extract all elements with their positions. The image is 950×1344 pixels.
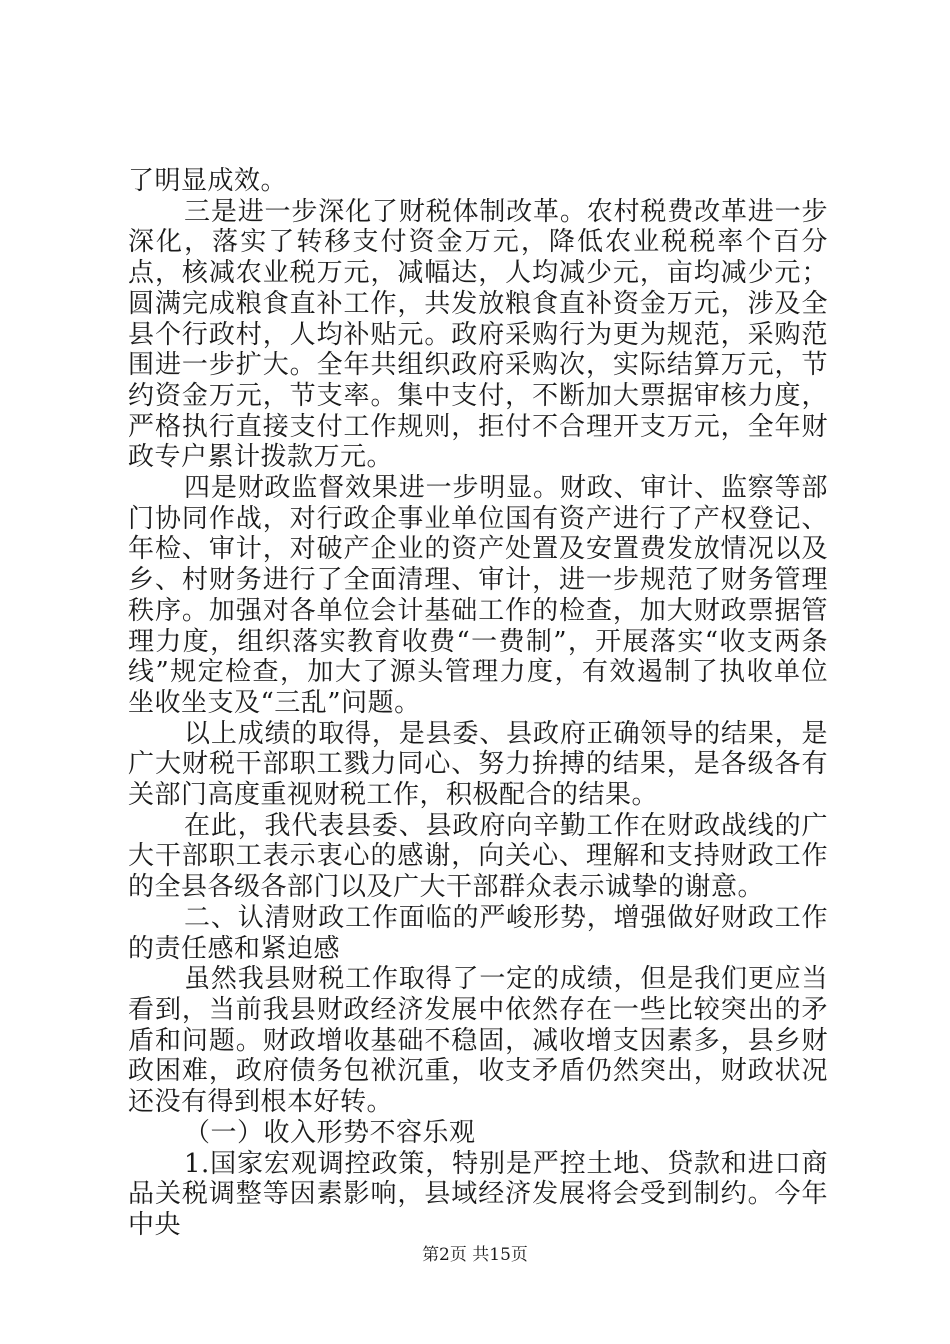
paragraph-3: 四是财政监督效果进一步明显。财政、审计、监察等部门协同作战，对行政企事业单位国有资产进行了产权登记、年检、审计，对破产企业的资产处置及安置费发放情况以及乡、村财务进行了全面清理、审计，进一步规范了财务管理秩序。加强对各单位会计基础工作的检查，加大财政票据管理力度，组织落实教育收费“一费制”，开展落实“收支两条线”规定检查，加大了源头管理力度，有效遏制了执收单位坐收坐支及“三乱”问题。 — [128, 473, 828, 718]
paragraph-2: 三是进一步深化了财税体制改革。农村税费改革进一步深化，落实了转移支付资金万元，降低农业税税率个百分点，核减农业税万元，减幅达，人均减少元，亩均减少元；圆满完成粮食直补工作，共发放粮食直补资金万元，涉及全县个行政村，人均补贴元。政府采购行为更为规范，采购范围进一步扩大。全年共组织政府采购次，实际结算万元，节约资金万元，节支率。集中支付，不断加大票据审核力度，严格执行直接支付工作规则，拒付不合理开支万元，全年财政专户累计拨款万元。 — [128, 196, 828, 473]
paragraph-5: 在此，我代表县委、县政府向辛勤工作在财政战线的广大干部职工表示衷心的感谢，向关心、理解和支持财政工作的全县各级各部门以及广大干部群众表示诚挚的谢意。 — [128, 810, 828, 903]
subsection-heading-1: （一）收入形势不容乐观 — [184, 1117, 476, 1148]
page-number: 第2页 共15页 — [422, 1245, 528, 1265]
page-footer — [0, 1240, 950, 1265]
paragraph-6: 虽然我县财税工作取得了一定的成绩，但是我们更应当看到，当前我县财政经济发展中依然存在一些比较突出的矛盾和问题。财政增收基础不稳固，减收增支因素多，县乡财政困难，政府债务包袱沉重，收支矛盾仍然突出，财政状况还没有得到根本好转。 — [128, 964, 828, 1118]
paragraph-4: 以上成绩的取得，是县委、县政府正确领导的结果，是广大财税干部职工戮力同心、努力拚搏的结果，是各级各有关部门高度重视财税工作，积极配合的结果。 — [128, 718, 828, 811]
section-heading-2: 二、认清财政工作面临的严峻形势，增强做好财政工作的责任感和紧迫感 — [128, 902, 828, 964]
paragraph-7: 1.国家宏观调控政策，特别是严控土地、贷款和进口商品关税调整等因素影响，县域经济发展将会受到制约。今年中央 — [128, 1148, 828, 1240]
paragraph-1: 了明显成效。 — [128, 166, 288, 196]
document-body — [128, 166, 828, 1241]
